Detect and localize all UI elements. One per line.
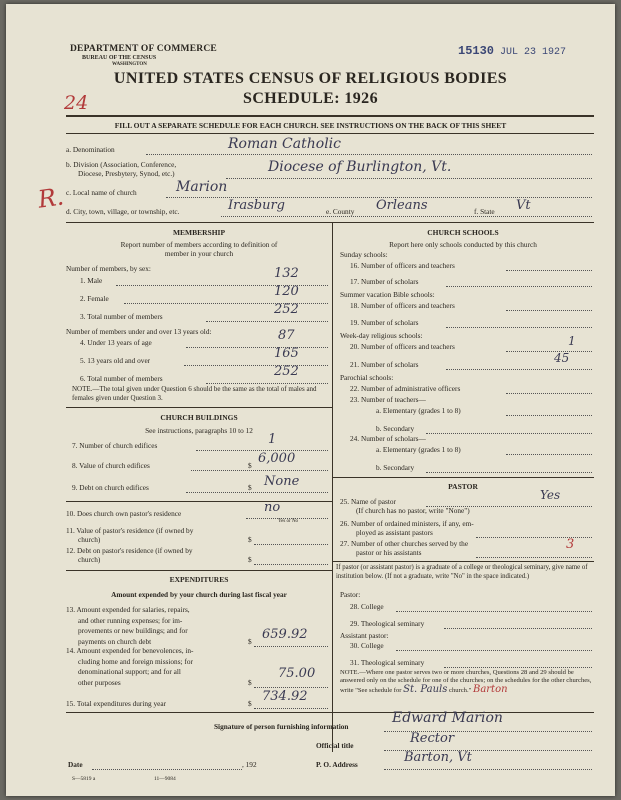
q9-dollar: $ xyxy=(248,483,252,492)
buildings-heading: CHURCH BUILDINGS xyxy=(160,413,238,422)
membership-sub-2: member in your church xyxy=(164,249,234,258)
q17-line xyxy=(446,286,592,287)
q14-value: 75.00 xyxy=(278,666,316,681)
denomination-label: a. Denomination xyxy=(66,145,115,154)
q25-value: Yes xyxy=(540,488,561,502)
pastor-note xyxy=(340,669,594,695)
q13-value: 659.92 xyxy=(262,627,308,642)
q23b-label: b. Secondary xyxy=(376,424,415,433)
q26-line xyxy=(476,537,592,538)
q28-label: 28. College xyxy=(350,602,384,611)
signature-label: Signature of person furnishing information xyxy=(214,722,349,731)
q8-dollar: $ xyxy=(248,461,252,470)
q15-line xyxy=(254,708,328,709)
membership-note: NOTE.—The total given under Question 6 should be the same as the total of males and females given under Question 3. xyxy=(72,385,317,402)
identity-rule xyxy=(66,222,594,223)
membership-sub-1: Report number of members according to definition of xyxy=(120,240,278,249)
q4-line xyxy=(186,347,328,348)
city-line xyxy=(221,216,592,217)
form-subtitle: SCHEDULE: 1926 xyxy=(243,90,378,107)
q9-label: 9. Debt on church edifices xyxy=(72,483,149,492)
q25-label-2: (If church has no pastor, write "None") xyxy=(356,506,470,515)
buildings-rule-2 xyxy=(66,570,332,571)
q3-line xyxy=(206,321,328,322)
q15-label: 15. Total expenditures during year xyxy=(66,699,167,708)
q31-line xyxy=(444,667,592,668)
q5-value: 165 xyxy=(274,346,299,361)
r-mark: R. xyxy=(36,182,66,214)
q10-value: no xyxy=(264,500,281,515)
local-name-value: Marion xyxy=(176,179,228,195)
q11-label-1: 11. Value of pastor's residence (if owned by xyxy=(66,526,194,535)
schools-rule xyxy=(332,477,594,478)
division-line xyxy=(226,178,592,179)
q13-line-2: and other running expenses; for im- xyxy=(78,615,183,625)
q14-line-3: denominational support; and for all xyxy=(78,667,181,676)
census-schedule-sheet xyxy=(6,4,615,796)
signature-value: Edward Marion xyxy=(392,710,503,726)
q25-line xyxy=(426,506,592,507)
q27-line xyxy=(476,557,592,558)
q20-label: 20. Number of officers and teachers xyxy=(350,342,455,351)
q13-dollar: $ xyxy=(248,637,252,646)
q14-line-4: other purposes xyxy=(78,677,121,687)
q10-hint: Yes or No xyxy=(278,519,299,524)
q3-value: 252 xyxy=(274,302,299,317)
q14-line-1: 14. Amount expended for benevolences, in- xyxy=(66,646,194,655)
sunday-schools: Sunday schools: xyxy=(340,250,388,259)
pastor-note-end: church." xyxy=(449,686,472,694)
q13-line xyxy=(254,646,328,647)
division-label-1: b. Division (Association, Conference, xyxy=(66,160,177,169)
q12-label-1: 12. Debt on pastor's residence (if owned by xyxy=(66,546,193,555)
college-note: If pastor (or assistant pastor) is a graduate of a college or theological seminary, give name of institution below. (If not a graduate, write "No" in the space indicated.) xyxy=(336,564,588,580)
pastor-note-value: St. Pauls xyxy=(403,683,448,695)
date-label: Date xyxy=(68,760,83,769)
pastor-rule xyxy=(332,561,594,562)
q15-value: 734.92 xyxy=(262,689,308,704)
county-label: e. County xyxy=(326,207,355,216)
county-value: Orleans xyxy=(376,198,428,213)
q9-value: None xyxy=(264,474,300,489)
print-number: 11—9084 xyxy=(154,776,176,782)
q28-line xyxy=(396,611,592,612)
stamp-number: 15130 xyxy=(458,44,495,58)
q15-dollar: $ xyxy=(248,699,252,708)
q8-value: 6,000 xyxy=(258,451,296,466)
bureau-name: BUREAU OF THE CENSUS xyxy=(82,55,157,61)
q6-value: 252 xyxy=(274,364,299,379)
q6-line xyxy=(206,383,328,384)
q14-dollar: $ xyxy=(248,678,252,687)
stamp-date: JUL 23 1927 xyxy=(500,47,567,58)
schools-heading: CHURCH SCHOOLS xyxy=(427,228,499,237)
division-label-2: Diocese, Presbytery, Synod, etc.) xyxy=(78,169,175,178)
division-value: Diocese of Burlington, Vt. xyxy=(268,159,452,175)
q22-line xyxy=(506,393,592,394)
members-under-over: Number of members under and over 13 years old: xyxy=(66,327,212,336)
q22-label: 22. Number of administrative officers xyxy=(350,384,461,393)
membership-heading: MEMBERSHIP xyxy=(172,228,226,237)
q12-label-2: church) xyxy=(78,555,101,564)
q23a-label: a. Elementary (grades 1 to 8) xyxy=(376,406,461,415)
expenditures-heading: EXPENDITURES xyxy=(169,575,229,584)
official-title-label: Official title xyxy=(316,741,354,750)
city-label: d. City, town, village, or township, etc. xyxy=(66,207,180,216)
page-mark: 24 xyxy=(64,92,89,114)
buildings-rule-1 xyxy=(66,501,332,502)
city-value: Irasburg xyxy=(228,198,286,213)
department-name: DEPARTMENT OF COMMERCE xyxy=(70,44,217,54)
q9-line xyxy=(186,492,328,493)
address-value: Barton, Vt xyxy=(404,750,472,765)
official-title-value: Rector xyxy=(410,731,455,746)
q6-label: 6. Total number of members xyxy=(80,374,163,383)
q11-dollar: $ xyxy=(248,535,252,544)
q8-label: 8. Value of church edifices xyxy=(72,461,150,470)
q29-line xyxy=(444,628,592,629)
q19-line xyxy=(446,327,592,328)
q23-label: 23. Number of teachers— xyxy=(350,395,426,404)
pastor-label: Pastor: xyxy=(340,590,361,599)
q26-label-1: 26. Number of ordained ministers, if any, em- xyxy=(340,519,474,528)
date-line xyxy=(92,769,242,770)
q2-label: 2. Female xyxy=(80,294,109,303)
instruction-rule xyxy=(66,133,594,134)
address-line xyxy=(384,769,592,770)
q17-label: 17. Number of scholars xyxy=(350,277,419,286)
q24-label: 24. Number of scholars— xyxy=(350,434,426,443)
pastor-note-extra: Barton xyxy=(472,683,508,695)
q30-line xyxy=(396,650,592,651)
buildings-sub: See instructions, paragraphs 10 to 12 xyxy=(145,426,253,435)
q2-value: 120 xyxy=(274,284,299,299)
parochial-schools: Parochial schools: xyxy=(340,373,394,382)
q5-line xyxy=(184,365,328,366)
q31-label: 31. Theological seminary xyxy=(350,658,425,667)
q5-label: 5. 13 years old and over xyxy=(80,356,151,365)
q18-line xyxy=(506,310,592,311)
q14-line xyxy=(254,687,328,688)
q19-label: 19. Number of scholars xyxy=(350,318,419,327)
q7-label: 7. Number of church edifices xyxy=(72,441,158,450)
q13-line-3: provements or new buildings; and for xyxy=(78,626,188,635)
q24a-line xyxy=(506,454,592,455)
q27-label-2: pastor or his assistants xyxy=(356,548,422,557)
membership-rule xyxy=(66,407,332,408)
q27-value: 3 xyxy=(566,537,575,552)
q11-line xyxy=(254,544,328,545)
address-label: P. O. Address xyxy=(316,760,358,769)
q4-label: 4. Under 13 years of age xyxy=(80,338,152,347)
q30-label: 30. College xyxy=(350,641,384,650)
top-rule xyxy=(66,115,594,117)
pastor-heading: PASTOR xyxy=(448,482,478,491)
q29-label: 29. Theological seminary xyxy=(350,619,425,628)
q10-label: 10. Does church own pastor's residence xyxy=(66,509,182,518)
q3-label: 3. Total number of members xyxy=(80,312,163,321)
q1-value: 132 xyxy=(274,266,299,281)
q12-line xyxy=(254,564,328,565)
q20-value: 1 xyxy=(568,334,576,348)
received-stamp xyxy=(458,44,566,58)
q18-label: 18. Number of officers and teachers xyxy=(350,301,455,310)
denomination-line xyxy=(146,154,592,155)
instruction-line: FILL OUT A SEPARATE SCHEDULE FOR EACH CHURCH. SEE INSTRUCTIONS ON THE BACK OF THIS SHEET xyxy=(114,121,507,130)
q1-label: 1. Male xyxy=(80,276,103,285)
q8-line xyxy=(191,470,328,471)
q14-label xyxy=(66,646,193,688)
pastor-note-text: NOTE.—Where one pastor serves two or more churches, Questions 28 and 29 should be answered only on the schedule for one of the churches; on the schedules for the other churches, write "See schedule for xyxy=(340,669,592,694)
q27-label-1: 27. Number of other churches served by the xyxy=(340,539,469,548)
local-name-label: c. Local name of church xyxy=(66,188,137,197)
q13-line-1: 13. Amount expended for salaries, repairs, xyxy=(66,605,190,614)
q13-label xyxy=(66,605,190,647)
date-year: , 192 xyxy=(242,760,257,769)
form-title: UNITED STATES CENSUS OF RELIGIOUS BODIES xyxy=(113,70,508,87)
q16-label: 16. Number of officers and teachers xyxy=(350,261,455,270)
form-number: S—5819 a xyxy=(72,776,96,782)
q23a-line xyxy=(506,415,592,416)
bureau-city: WASHINGTON xyxy=(112,62,147,67)
q21-line xyxy=(446,369,592,370)
q24b-line xyxy=(426,472,592,473)
q13-line-4: payments on church debt xyxy=(78,636,152,646)
q12-dollar: $ xyxy=(248,555,252,564)
summer-schools: Summer vacation Bible schools: xyxy=(340,290,435,299)
denomination-value: Roman Catholic xyxy=(228,136,341,152)
q21-label: 21. Number of scholars xyxy=(350,360,419,369)
state-label: f. State xyxy=(474,207,495,216)
q24a-label: a. Elementary (grades 1 to 8) xyxy=(376,445,461,454)
q25-label-1: 25. Name of pastor xyxy=(340,497,396,506)
members-by-sex: Number of members, by sex: xyxy=(66,264,151,273)
schools-sub: Report here only schools conducted by this church xyxy=(389,240,537,249)
state-value: Vt xyxy=(516,198,531,213)
q26-label-2: ployed as assistant pastors xyxy=(356,528,433,537)
q11-label-2: church) xyxy=(78,535,101,544)
weekday-schools: Week-day religious schools: xyxy=(340,331,423,340)
q24b-label: b. Secondary xyxy=(376,463,415,472)
bottom-rule xyxy=(66,712,594,713)
assistant-label: Assistant pastor: xyxy=(340,631,389,640)
q16-line xyxy=(506,270,592,271)
q4-value: 87 xyxy=(278,328,295,343)
q14-line-2: cluding home and foreign missions; for xyxy=(78,656,193,666)
expenditures-sub: Amount expended by your church during last fiscal year xyxy=(111,590,287,599)
q21-value: 45 xyxy=(554,351,570,365)
q23b-line xyxy=(426,433,592,434)
q7-value: 1 xyxy=(268,432,277,447)
q20-line xyxy=(506,351,592,352)
